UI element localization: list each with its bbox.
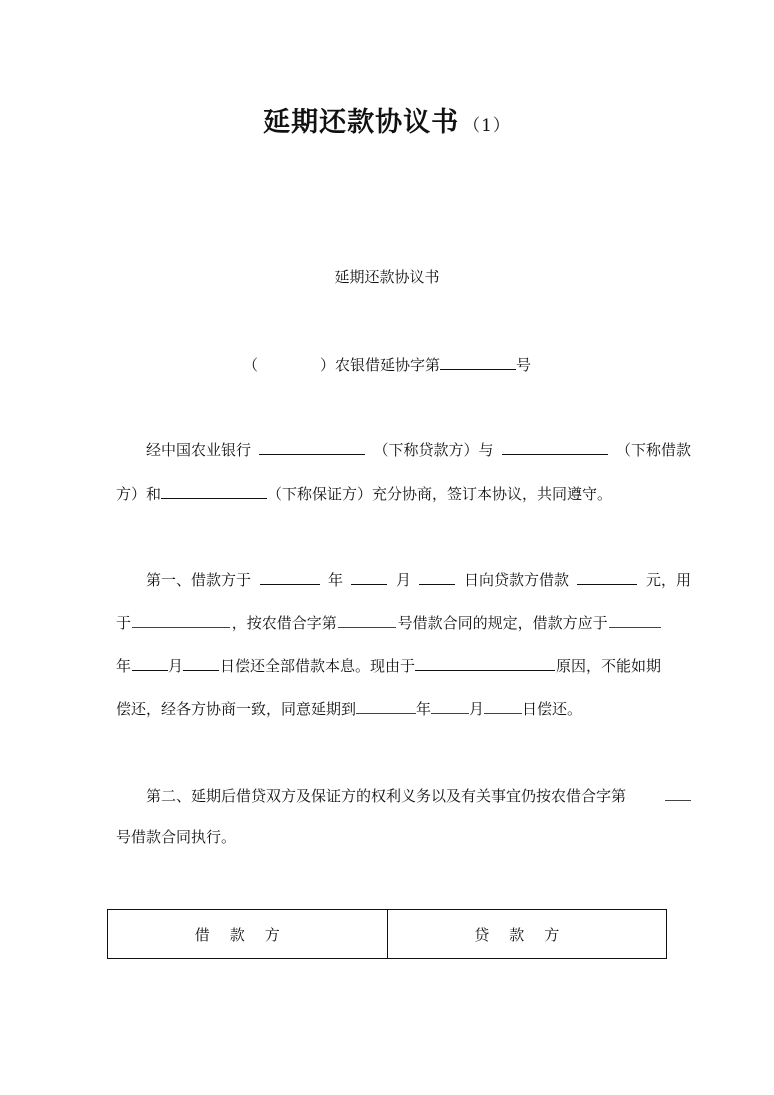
para2-text-p: 日偿还。 [522,700,583,718]
para2-line4 [116,695,661,719]
para2-text-g: ，按农借合字第 [231,614,337,632]
contract-ref-blank [665,782,691,801]
lender-branch-blank [259,436,365,455]
para2-text-d: 日向贷款方借款 [463,571,569,589]
para2-text-o: 月 [469,700,485,718]
document-subtitle: 延期还款协议书 [334,268,440,286]
para2-text-b: 年 [327,571,343,589]
para3-text-a: 第二、延期后借贷双方及保证方的权利义务以及有关事宜仍按农借合字第 [146,787,627,805]
para1-text-c: （下称借款 [615,441,691,459]
borrower-name-blank [502,436,608,455]
title-main: 延期还款协议书 [263,107,460,138]
extended-year-blank [356,695,416,714]
due-month-blank [132,652,168,671]
para1-line1 [116,436,691,460]
reason-blank [415,652,555,671]
extended-month-blank [431,695,469,714]
docno-open-paren: （ [242,356,258,374]
para2-text-c: 月 [395,571,411,589]
guarantor-name-blank [161,480,267,499]
due-year-blank [609,609,661,628]
title-suffix: （1） [463,116,511,136]
para2-line1 [116,566,691,590]
loan-amount-blank [577,566,637,585]
para3-line1 [116,782,691,806]
para2-text-m: 偿还，经各方协商一致，同意延期到 [116,700,357,718]
lender-cell: 贷款方 [387,910,667,958]
para2-text-n: 年 [416,700,432,718]
loan-day-blank [419,566,455,585]
borrower-cell: 借款方 [194,925,300,944]
para1-text-a: 经中国农业银行 [146,441,252,459]
para2-text-e: 元，用 [645,571,691,589]
para1-text-d: 方）和 [116,485,162,503]
para2-line3 [116,652,661,676]
para2-text-l: 原因，不能如期 [555,657,661,675]
loan-year-blank [260,566,320,585]
para2-text-f: 于 [116,614,132,632]
para2-text-k: 日偿还全部借款本息。现由于 [219,657,415,675]
para2-text-a: 第一、借款方于 [146,571,252,589]
loan-month-blank [351,566,387,585]
para2-text-i: 年 [116,657,132,675]
para2-line2 [116,609,661,633]
document-number-line [0,351,774,375]
para3-line2: 号借款合同执行。 [116,828,237,846]
para1-text-b: （下称贷款方）与 [373,441,494,459]
extended-day-blank [484,695,522,714]
document-title [0,100,774,139]
para1-text-e: （下称保证方）充分协商，签订本协议，共同遵守。 [267,485,613,503]
para1-line2 [116,480,661,504]
docno-blank [440,351,516,370]
docno-end: 号 [516,356,532,374]
para2-text-h: 号借款合同的规定，借款方应于 [397,614,608,632]
due-day-blank [183,652,219,671]
docno-text: ）农银借延协字第 [319,356,440,374]
contract-number-blank [338,609,396,628]
signature-table [107,909,667,959]
loan-purpose-blank [132,609,230,628]
para2-text-j: 月 [167,657,183,675]
